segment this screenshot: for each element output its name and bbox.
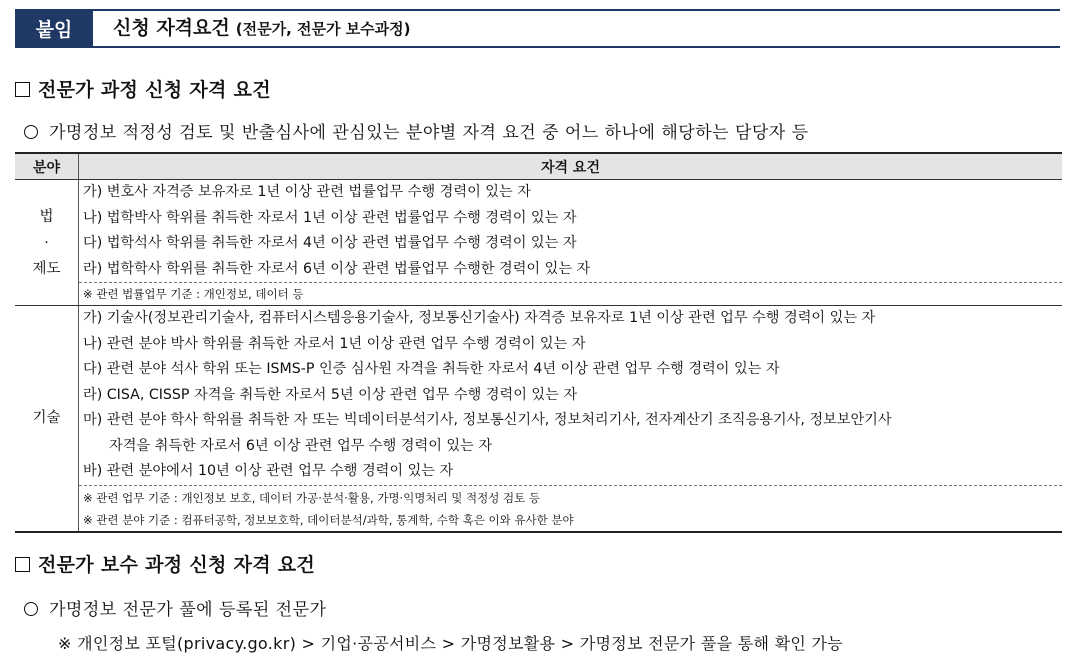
tech-notes	[79, 485, 1062, 531]
list-item: 나) 법학박사 학위를 취득한 자로서 1년 이상 관련 법률업무 수행 경력이 있는 자	[83, 209, 577, 226]
section-heading-refresher-course	[15, 550, 315, 577]
field-law	[15, 180, 79, 306]
bullet-refresher-eligibility	[24, 595, 326, 620]
note-law-criteria: ※ 관련 법률업무 기준 : 개인정보, 데이터 등	[83, 287, 304, 301]
title-subtitle: (전문가, 전문가 보수과정)	[235, 20, 411, 38]
title-text: 신청 자격요건	[113, 17, 230, 39]
checkbox-square-icon	[15, 557, 30, 572]
header-field: 분야	[15, 153, 79, 180]
bullet-text: 가명정보 전문가 풀에 등록된 전문가	[49, 600, 327, 620]
table-row-law	[15, 180, 1062, 306]
appendix-badge: 붙임	[15, 11, 93, 46]
field-law-line2: ·	[44, 234, 49, 251]
header-bar	[15, 9, 1060, 48]
note-field-criteria: ※ 관련 분야 기준 : 컴퓨터공학, 정보보호학, 데이터분석/과학, 통계학, 수학 혹은 이와 유사한 분야	[83, 512, 574, 527]
list-item-continuation: 자격을 취득한 자로서 6년 이상 관련 업무 수행 경력이 있는 자	[109, 437, 493, 454]
list-item: 가) 변호사 자격증 보유자로 1년 이상 관련 법률업무 수행 경력이 있는 자	[83, 184, 531, 200]
law-requirements	[79, 180, 1063, 306]
section-heading-expert-course	[15, 75, 271, 102]
bullet-expert-eligibility	[24, 118, 809, 143]
list-item: 가) 기술사(정보관리기술사, 컴퓨터시스템응용기술사, 정보통신기술사) 자격증 보유자로 1년 이상 관련 업무 수행 경력이 있는 자	[83, 310, 876, 326]
circle-bullet-icon	[24, 125, 38, 139]
tech-requirements	[79, 306, 1063, 532]
note-work-criteria: ※ 관련 업무 기준 : 개인정보 보호, 데이터 가공·분석·활용, 가명·익명처리 및 적정성 검토 등	[83, 490, 541, 505]
header-requirements: 자격 요건	[79, 153, 1063, 180]
list-item: 다) 관련 분야 석사 학위 또는 ISMS-P 인증 심사원 자격을 취득한 자로서 4년 이상 관련 업무 수행 경력이 있는 자	[83, 361, 780, 377]
list-item: 나) 관련 분야 박사 학위를 취득한 자로서 1년 이상 관련 업무 수행 경력이 있는 자	[83, 335, 586, 352]
list-item	[83, 408, 1062, 459]
law-notes	[79, 282, 1062, 305]
list-item-text: 마) 관련 분야 학사 학위를 취득한 자 또는 빅데이터분석기사, 정보통신기사, 정보처리기사, 전자계산기 조직응용기사, 정보보안기사	[83, 412, 892, 428]
section-heading-text: 전문가 과정 신청 자격 요건	[38, 79, 271, 101]
section-heading-text: 전문가 보수 과정 신청 자격 요건	[38, 554, 316, 576]
field-law-line1: 법	[39, 208, 54, 225]
reference-note: ※ 개인정보 포털(privacy.go.kr) > 기업·공공서비스 > 가명정보활용 > 가명정보 전문가 풀을 통해 확인 가능	[58, 634, 844, 653]
checkbox-square-icon	[15, 82, 30, 97]
list-item: 라) 법학학사 학위를 취득한 자로서 6년 이상 관련 법률업무 수행한 경력이 있는 자	[83, 260, 591, 277]
list-item: 다) 법학석사 학위를 취득한 자로서 4년 이상 관련 법률업무 수행 경력이 있는 자	[83, 235, 577, 251]
field-tech: 기술	[15, 306, 79, 532]
circle-bullet-icon	[24, 602, 38, 616]
list-item: 라) CISA, CISSP 자격을 취득한 자로서 5년 이상 관련 업무 수행 경력이 있는 자	[83, 386, 578, 403]
field-law-line3: 제도	[32, 260, 61, 277]
list-item: 바) 관련 분야에서 10년 이상 관련 업무 수행 경력이 있는 자	[83, 463, 454, 479]
table-header-row	[15, 153, 1062, 180]
table-row-tech	[15, 306, 1062, 532]
requirements-table	[15, 152, 1062, 533]
page-title	[113, 11, 411, 46]
bullet-text: 가명정보 적정성 검토 및 반출심사에 관심있는 분야별 자격 요건 중 어느 하나에 해당하는 담당자 등	[49, 123, 809, 143]
